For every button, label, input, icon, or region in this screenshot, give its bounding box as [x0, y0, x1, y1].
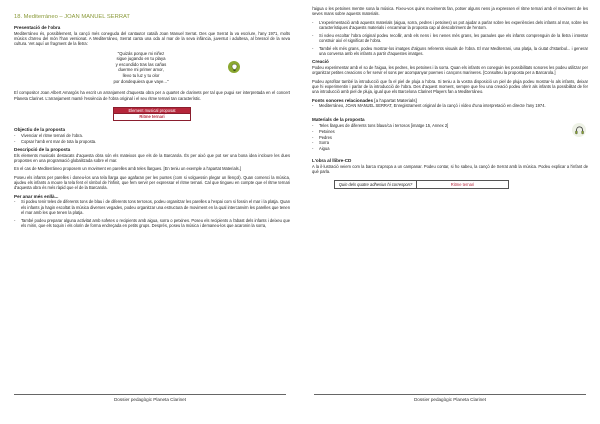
- poem-line: duerme mi primer amor,: [118, 67, 164, 73]
- sticker-table: [334, 180, 509, 189]
- list-item: - Copsar l'amb ent mar de tota la proposta.: [14, 139, 290, 144]
- fonts-heading-label: Fonts sonores relacionades: [312, 97, 374, 103]
- mes-enlla-list: [14, 199, 290, 228]
- list-item: - Si voleu escoltar l'obra original podeu recollir, amb els nens i les nenes més grans, les paraules que els infants comprenguin de la lletra i intentar construir així el significat de l'obra.: [312, 33, 588, 44]
- musical-element-box: [113, 107, 191, 121]
- continued-text: l'aigua o les petxines mentre sona la música. Fixeu-vos quins moviments fan, potser alguns nens ja expressen el ritme ternari amb el moviment de les seves mans sobre aquests materials.: [312, 6, 588, 17]
- table-answer: Ritme ternari: [417, 181, 509, 189]
- list-item: - També els més grans, podeu mostrar-los imatges d'alguns referents visuals de l'obra. El mar Mediterrani, una platja, la ciutat d'Istanbul... i generar una conversa amb els infants a partir d'aquestes imatges.: [312, 46, 588, 57]
- table-question: Quin dels quatre adhesius hi correspon?: [335, 181, 417, 189]
- materials-heading: Materials de la proposta: [312, 117, 365, 123]
- fonts-row: [312, 103, 588, 114]
- materials-list: [312, 123, 568, 152]
- list-item: - Vivenciar el ritme ternari de l'obra.: [14, 133, 290, 138]
- descripcio-paragraph: Poseu els infants per parelles i doneu-los una tela llarga que agafaran per les puntes (com si volguessin plegar un llençol). Quan comenci la música, ajudeu els infants a moure la tela fent el símbol de l'infinit, que fem servir per expressar el ritme ternari. Cal que tingueu en compte que el ritme ternari d'aquesta obra és més ràpid que el de la Barcarola.: [14, 174, 290, 191]
- objectiu-list: [14, 133, 290, 144]
- poem-line: sigue jugando en tu playa: [116, 56, 166, 62]
- list-item: - L'experimentació amb aquests materials (aigua, sorra, pedres i petxines) us pot ajudar a parlar sobre les experiències dels infants al mar, sobre les característiques d'aquests materials i encaminar la proposta cap al descobriment de l'entorn.: [312, 20, 588, 31]
- section-title: 18. Mediterráneo – JOAN MANUEL SERRAT: [14, 14, 130, 20]
- list-item: - També podeu preparar alguna activitat amb sofetes o recipients amb aigua, sorra o petxines. Poseu els recipients a l'abast dels infants i deixeu que els mirin, que els toquin i els olorin de forma endreçada en petits grups. Després, poseu la música i demaneu-los que acaronin la sorra,: [14, 218, 290, 229]
- poem-fragment: [14, 51, 228, 85]
- arranjament-text: El compositor Joan Albert Amargós ha escrit un arranjament d'aquesta obra per a quartet de clarinets per tal que pugui ser interpretada en el concert Planeta Clarinet. L'arranjament manté l'essència de l'obra original i el seu ritme ternari tan característic.: [14, 90, 290, 101]
- presentacio-text: Mediterráneo és, possiblement, la cançó més coneguda del cantautor català Joan Manuel Serrat. Des que Serrat la va escriure, l'any 1971, molts músics d'arreu del món l'han versionat. A Mediterráneo, Serrat canta una oda al mar de la seva infància, juventut i adultesa, al bressol de la seva cultura. Vet aquí un fragment de la lletra:: [14, 30, 290, 47]
- fonts-heading-suffix: [a l'apartat Materials]: [374, 97, 417, 103]
- creacio-paragraph: Podeu experimentar amb el so de l'aigua, les pedres, les petxines i la sorra. Quan els infants en coneguin les possibilitats sonores les podeu utilitzar per organitzar petites creacions o fer servir el sons per acompanyar poemes i cançons marineres. [Consulteu la proposta per a Barcarola.]: [312, 65, 588, 76]
- creacio-paragraph: Podeu aprofitar també la introducció que fa el piel de pluja a l'obra. Si teniu a la vostra disposició un piel de pluja podeu mostrar-lo als infants, deixar que hi experimentin i parlar de la introducció de l'obra. Des d'aquest moment, sempre que feu una creació podeu oferir als infants la possibilitat de fer una introducció amb piel de pluja, igual que els Barcelona Clarinet Players fan a Mediterráneo.: [312, 78, 588, 95]
- llibre-heading: L'obra al llibre-CD: [312, 158, 352, 164]
- list-item: - Sorra: [312, 140, 568, 145]
- llibre-text: A la il·lustració veiem com la barca s'apropa a un campanar. Podeu contar, si ho sabeu, la cançó de Serrat amb la música. Podeu explicar a l'infant de què parla.: [312, 163, 588, 175]
- page-footer: Dossier pedagògic Planeta Clarinet: [14, 394, 286, 402]
- list-item: - Petxines: [312, 129, 568, 134]
- creacio-heading: Creació: [312, 59, 329, 65]
- poem-line: llevo tu luz y tu olor: [122, 73, 160, 79]
- right-column: [312, 6, 588, 189]
- musical-element-label: Element musical proposat: [114, 108, 190, 115]
- list-item: - Teles llargues de diferents tons blaus/ca i terrosos [imatge 15, Annex 2]: [312, 123, 568, 128]
- presentacio-heading: Presentació de l'obra: [14, 25, 61, 30]
- list-item: - Mediterráneo, JOAN MANUEL SERRAT, Enregistrament original de la cançó i vídeo d'una interpretació en directe l'any 1974.: [312, 103, 588, 108]
- left-column: [14, 14, 290, 231]
- list-item: - Pedres: [312, 135, 568, 140]
- headphones-icon: [572, 123, 586, 137]
- descripcio-heading: Descripció de la proposta: [14, 146, 71, 152]
- poem-block: [14, 51, 290, 85]
- extension-list: [312, 20, 588, 57]
- materials-row: [312, 123, 588, 155]
- fonts-list: [312, 103, 588, 111]
- poem-line: por dondequiera que vaye...": [113, 78, 169, 84]
- page-footer: Dossier pedagògic Planeta Clarinet: [314, 394, 586, 402]
- poem-line: "Quizás porque mi niñez: [117, 50, 165, 56]
- musical-element-value: Ritme ternari: [114, 114, 190, 120]
- objectiu-heading: Objectiu de la proposta: [14, 127, 66, 133]
- descripcio-paragraph: Els elements musicals destacats d'aquesta obra són els mateixos que els de la Barcarola. És per això que pot ser una bona idea incloure les dues propostes en una programació globalitzada sobre el mar.: [14, 152, 290, 164]
- poem-line: y escondido tras las cañas: [115, 61, 167, 67]
- descripcio-paragraph: En el cas de Mediterráneo proposem un moviment en parelles amb teles llargues. [En teniu un exemple a l'apartat Materials.]: [14, 166, 241, 172]
- list-item: - Si podeu tenir teles de diferents tons de blau i de diferents tons terrosos, podeu organitzar les parelles a l'espai com si fossin el mar i la platja. Quan els infants ja hagin escoltat la música diverses vegades, podeu organitzar una estructura de moviment en la qual intercanviïn les parelles que tenen el mar amb les que tenen la platja.: [14, 199, 290, 215]
- mes-enlla-heading: Per anar més enllà...: [14, 193, 59, 199]
- lightbulb-icon: [228, 61, 240, 73]
- list-item: - Aigua: [312, 146, 568, 151]
- right-page: [300, 0, 600, 424]
- table-row: [335, 181, 509, 189]
